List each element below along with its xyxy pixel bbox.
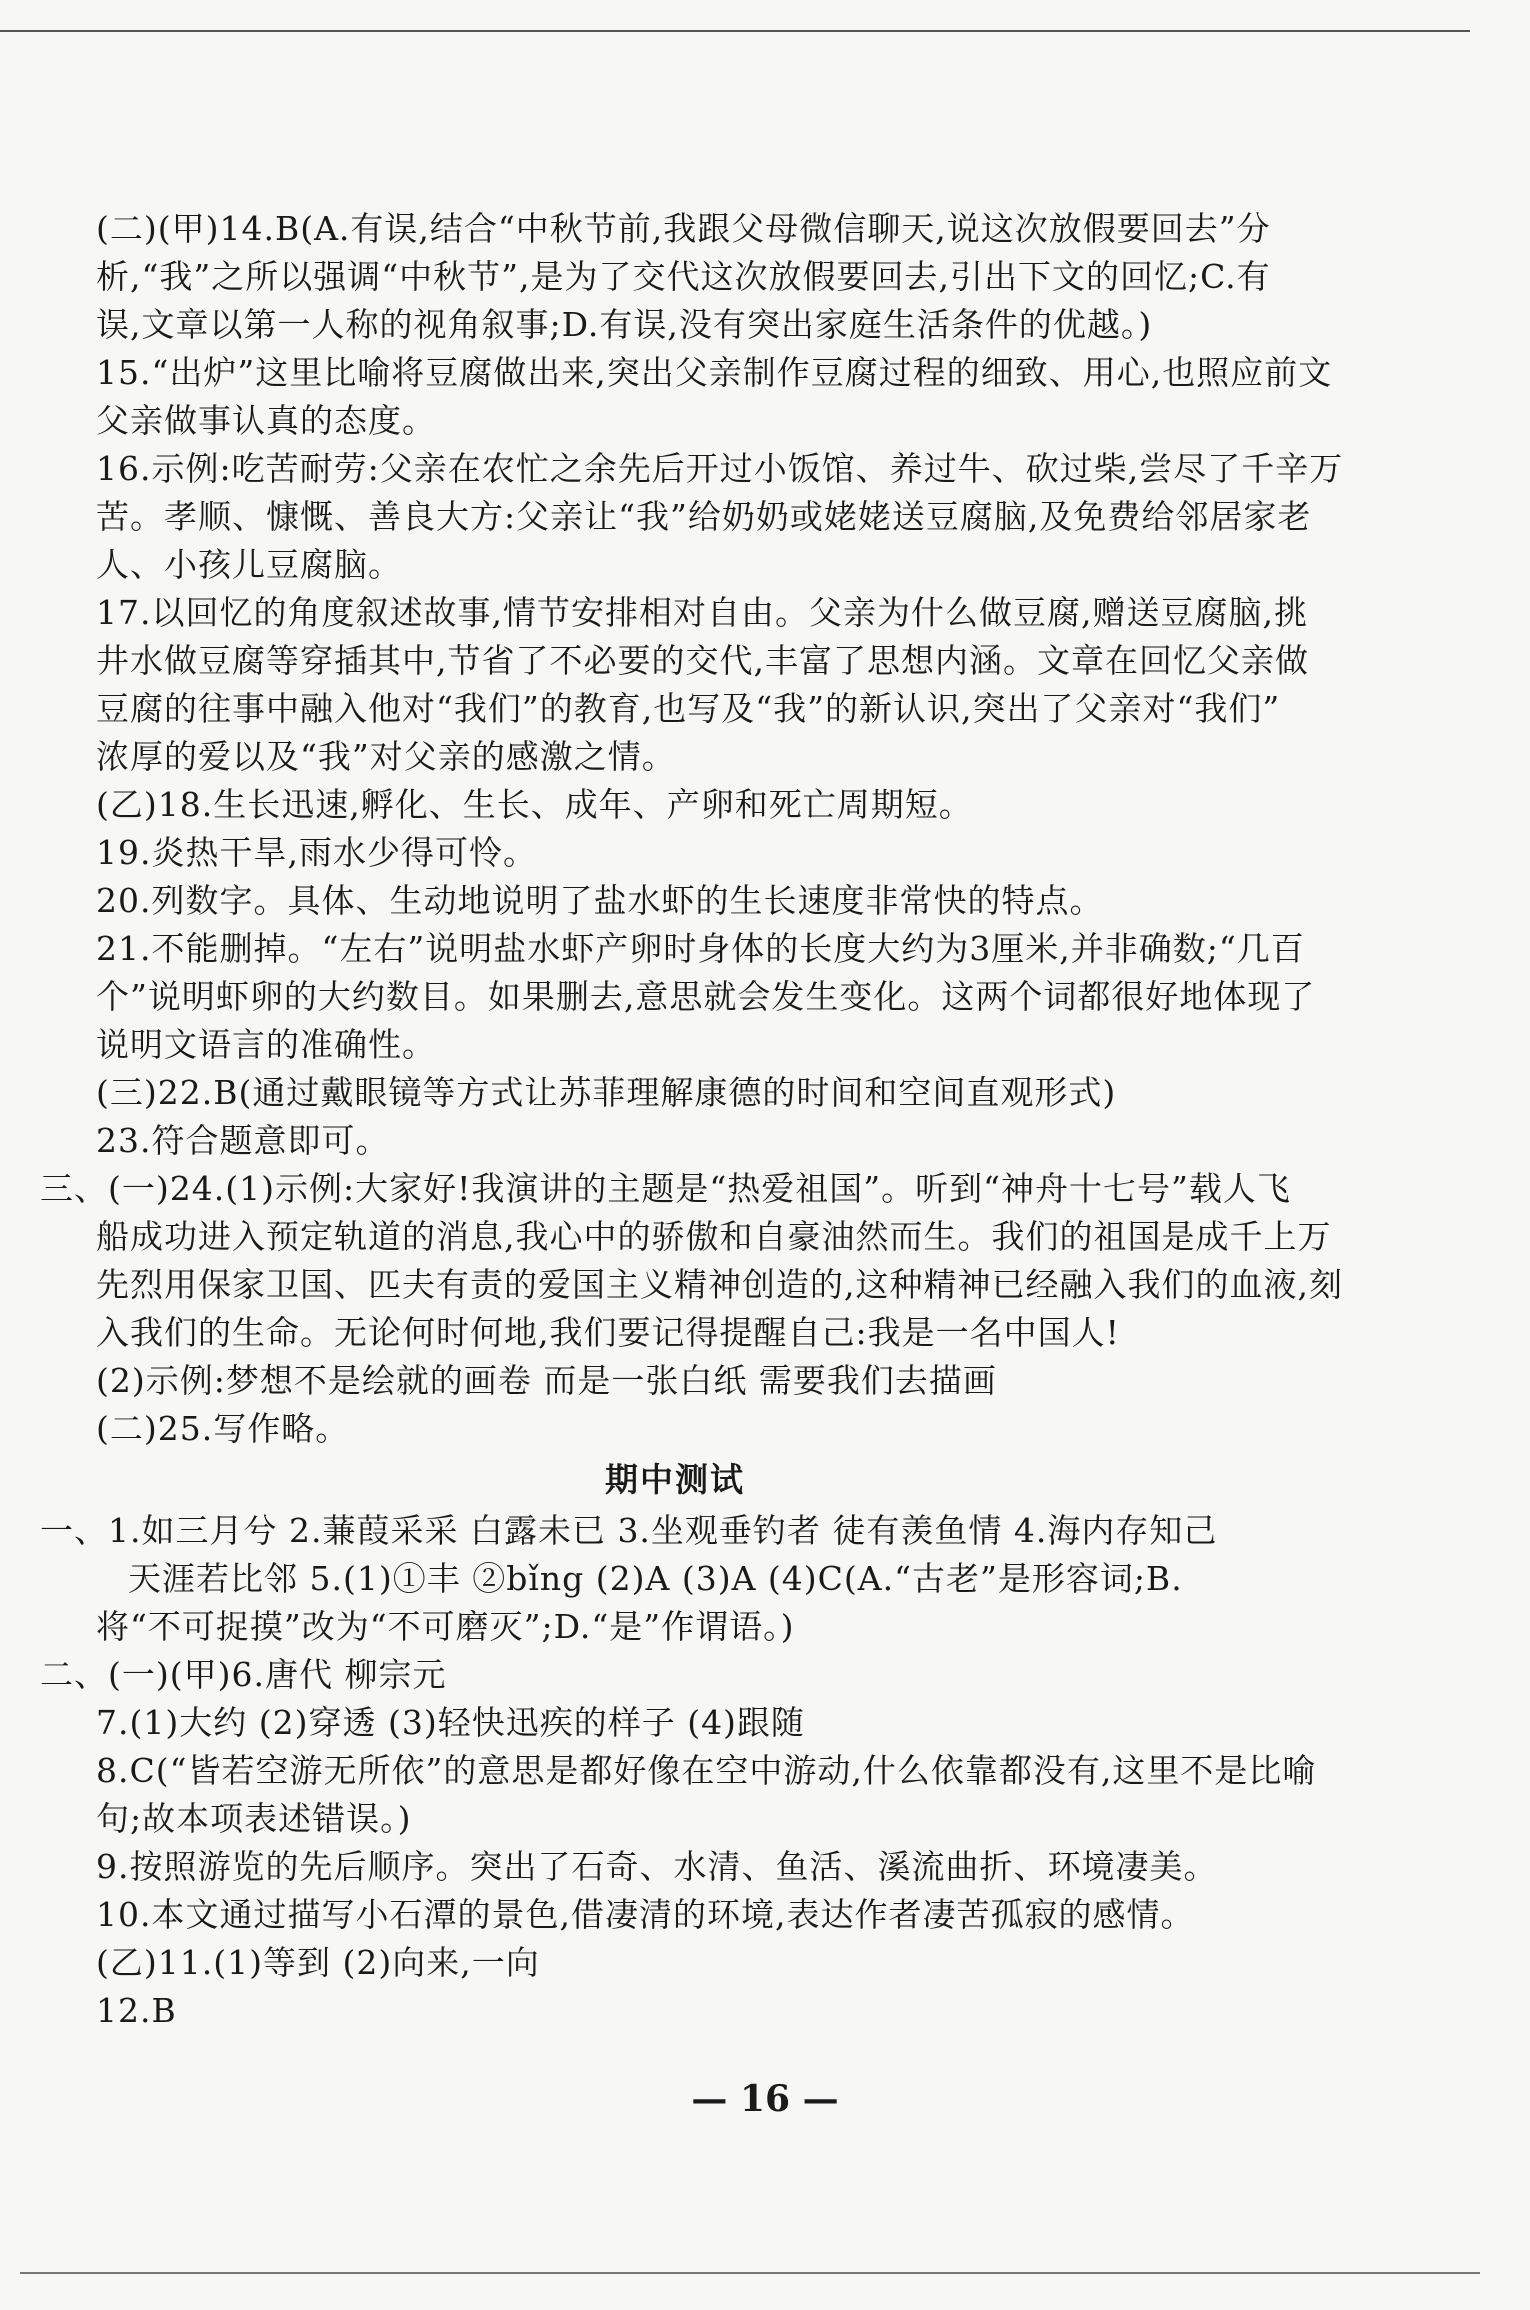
text-line: 23.符合题意即可。: [96, 1121, 390, 1160]
text-line: (二)(甲)14.B(A.有误,结合“中秋节前,我跟父母微信聊天,说这次放假要回去”分: [96, 209, 1271, 248]
text-line: 船成功进入预定轨道的消息,我心中的骄傲和自豪油然而生。我们的祖国是成千上万: [96, 1217, 1332, 1256]
text-line: 天涯若比邻 5.(1)①丰 ②bǐng (2)A (3)A (4)C(A.“古老”是形容词;B.: [128, 1559, 1183, 1598]
text-line: 三、(一)24.(1)示例:大家好!我演讲的主题是“热爱祖国”。听到“神舟十七号”载人飞: [40, 1169, 1291, 1208]
text-line: 误,文章以第一人称的视角叙事;D.有误,没有突出家庭生活条件的优越。): [96, 305, 1153, 344]
text-line: 10.本文通过描写小石潭的景色,借凄清的环境,表达作者凄苦孤寂的感情。: [96, 1895, 1195, 1934]
text-line: 17.以回忆的角度叙述故事,情节安排相对自由。父亲为什么做豆腐,赠送豆腐脑,挑: [96, 593, 1308, 632]
text-line: 二、(一)(甲)6.唐代 柳宗元: [40, 1655, 447, 1694]
text-line: 15.“出炉”这里比喻将豆腐做出来,突出父亲制作豆腐过程的细致、用心,也照应前文: [96, 353, 1333, 392]
text-line: 苦。孝顺、慷慨、善良大方:父亲让“我”给奶奶或姥姥送豆腐脑,及免费给邻居家老: [96, 497, 1312, 536]
text-line: 19.炎热干旱,雨水少得可怜。: [96, 833, 537, 872]
text-line: 浓厚的爱以及“我”对父亲的感激之情。: [96, 737, 676, 776]
text-line: (乙)18.生长迅速,孵化、生长、成年、产卵和死亡周期短。: [96, 785, 973, 824]
text-line: 人、小孩儿豆腐脑。: [96, 545, 402, 584]
text-line: (乙)11.(1)等到 (2)向来,一向: [96, 1943, 540, 1982]
text-line: 入我们的生命。无论何时何地,我们要记得提醒自己:我是一名中国人!: [96, 1313, 1120, 1352]
text-line: 21.不能删掉。“左右”说明盐水虾产卵时身体的长度大约为3厘米,并非确数;“几百: [96, 929, 1305, 968]
text-line: 一、1.如三月兮 2.蒹葭采采 白露未已 3.坐观垂钓者 徒有羡鱼情 4.海内存知己: [40, 1511, 1218, 1550]
text-line: 8.C(“皆若空游无所依”的意思是都好像在空中游动,什么依靠都没有,这里不是比喻: [96, 1751, 1317, 1790]
answer-page: [40, 205, 1344, 2035]
page-number: — 16 —: [691, 2078, 839, 2120]
text-line: 个”说明虾卵的大约数目。如果删去,意思就会发生变化。这两个词都很好地体现了: [96, 977, 1316, 1016]
text-line: 析,“我”之所以强调“中秋节”,是为了交代这次放假要回去,引出下文的回忆;C.有: [96, 257, 1271, 296]
text-line: 16.示例:吃苦耐劳:父亲在农忙之余先后开过小饭馆、养过牛、砍过柴,尝尽了千辛万: [96, 449, 1344, 488]
text-line: 9.按照游览的先后顺序。突出了石奇、水清、鱼活、溪流曲折、环境凄美。: [96, 1847, 1218, 1886]
text-line: 井水做豆腐等穿插其中,节省了不必要的交代,丰富了思想内涵。文章在回忆父亲做: [96, 641, 1309, 680]
text-line: 12.B: [96, 1991, 177, 2030]
bottom-rule: [20, 2272, 1480, 2274]
text-line: 父亲做事认真的态度。: [96, 401, 436, 440]
text-line: 豆腐的往事中融入他对“我们”的教育,也写及“我”的新认识,突出了父亲对“我们”: [96, 689, 1281, 728]
text-line: (2)示例:梦想不是绘就的画卷 而是一张白纸 需要我们去描画: [96, 1361, 997, 1400]
text-line: (二)25.写作略。: [96, 1409, 350, 1448]
top-rule: [0, 30, 1470, 32]
text-line: 7.(1)大约 (2)穿透 (3)轻快迅疾的样子 (4)跟随: [96, 1703, 805, 1742]
text-line: 将“不可捉摸”改为“不可磨灭”;D.“是”作谓语。): [96, 1607, 795, 1646]
section-title: 期中测试: [605, 1460, 745, 1499]
text-line: (三)22.B(通过戴眼镜等方式让苏菲理解康德的时间和空间直观形式): [96, 1073, 1117, 1112]
text-line: 句;故本项表述错误。): [96, 1799, 412, 1838]
text-line: 20.列数字。具体、生动地说明了盐水虾的生长速度非常快的特点。: [96, 881, 1104, 920]
text-line: 说明文语言的准确性。: [96, 1025, 436, 1064]
text-line: 先烈用保家卫国、匹夫有责的爱国主义精神创造的,这种精神已经融入我们的血液,刻: [96, 1265, 1343, 1304]
